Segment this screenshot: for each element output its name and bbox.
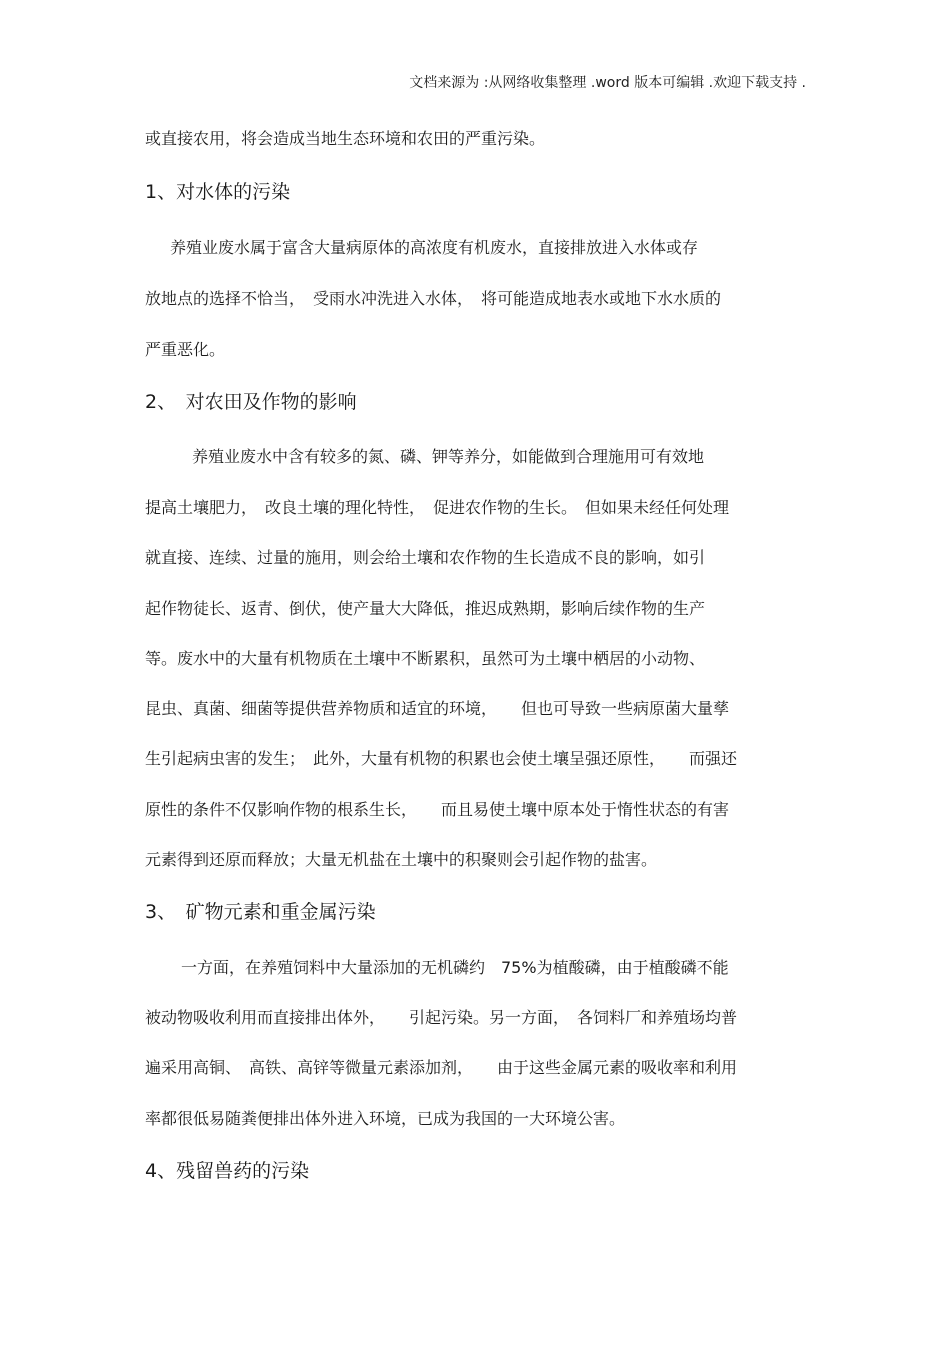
section-heading-2: 2、 对农田及作物的影响 <box>145 391 357 413</box>
body-line: 等。废水中的大量有机物质在土壤中不断累积，虽然可为土壤中栖居的小动物、 <box>145 649 706 668</box>
body-line: 昆虫、真菌、细菌等提供营养物质和适宜的环境， 但也可导致一些病原菌大量孳 <box>145 699 730 718</box>
body-line: 严重恶化。 <box>145 340 226 359</box>
body-line: 生引起病虫害的发生； 此外，大量有机物的积累也会使土壤呈强还原性， 而强还 <box>145 749 738 768</box>
body-line: 养殖业废水属于富含大量病原体的高浓度有机废水，直接排放进入水体或存 <box>170 238 699 257</box>
body-line: 元素得到还原而释放；大量无机盐在土壤中的积聚则会引起作物的盐害。 <box>145 850 658 869</box>
section-heading-4: 4、残留兽药的污染 <box>145 1160 310 1182</box>
body-line: 养殖业废水中含有较多的氮、磷、钾等养分，如能做到合理施用可有效地 <box>192 447 705 466</box>
body-line: 被动物吸收利用而直接排出体外， 引起污染。另一方面， 各饲料厂和养殖场均普 <box>145 1008 738 1027</box>
body-line: 起作物徒长、返青、倒伏，使产量大大降低，推迟成熟期，影响后续作物的生产 <box>145 599 706 618</box>
section-heading-1: 1、对水体的污染 <box>145 181 291 203</box>
section-heading-3: 3、 矿物元素和重金属污染 <box>145 901 376 923</box>
body-line: 就直接、连续、过量的施用，则会给土壤和农作物的生长造成不良的影响，如引 <box>145 548 706 567</box>
body-line: 原性的条件不仅影响作物的根系生长， 而且易使土壤中原本处于惰性状态的有害 <box>145 800 730 819</box>
body-line: 提高土壤肥力， 改良土壤的理化特性， 促进农作物的生长。 但如果未经任何处理 <box>145 498 730 517</box>
body-line: 放地点的选择不恰当， 受雨水冲洗进入水体， 将可能造成地表水或地下水水质的 <box>145 289 722 308</box>
body-line: 或直接农用，将会造成当地生态环境和农田的严重污染。 <box>145 129 546 148</box>
body-line: 一方面，在养殖饲料中大量添加的无机磷约 75%为植酸磷，由于植酸磷不能 <box>181 958 729 977</box>
body-line: 遍采用高铜、 高铁、高锌等微量元素添加剂， 由于这些金属元素的吸收率和利用 <box>145 1058 738 1077</box>
page-header-source-note: 文档来源为 :从网络收集整理 .word 版本可编辑 .欢迎下载支持 . <box>409 75 806 91</box>
body-line: 率都很低易随粪便排出体外进入环境，已成为我国的一大环境公害。 <box>145 1109 626 1128</box>
